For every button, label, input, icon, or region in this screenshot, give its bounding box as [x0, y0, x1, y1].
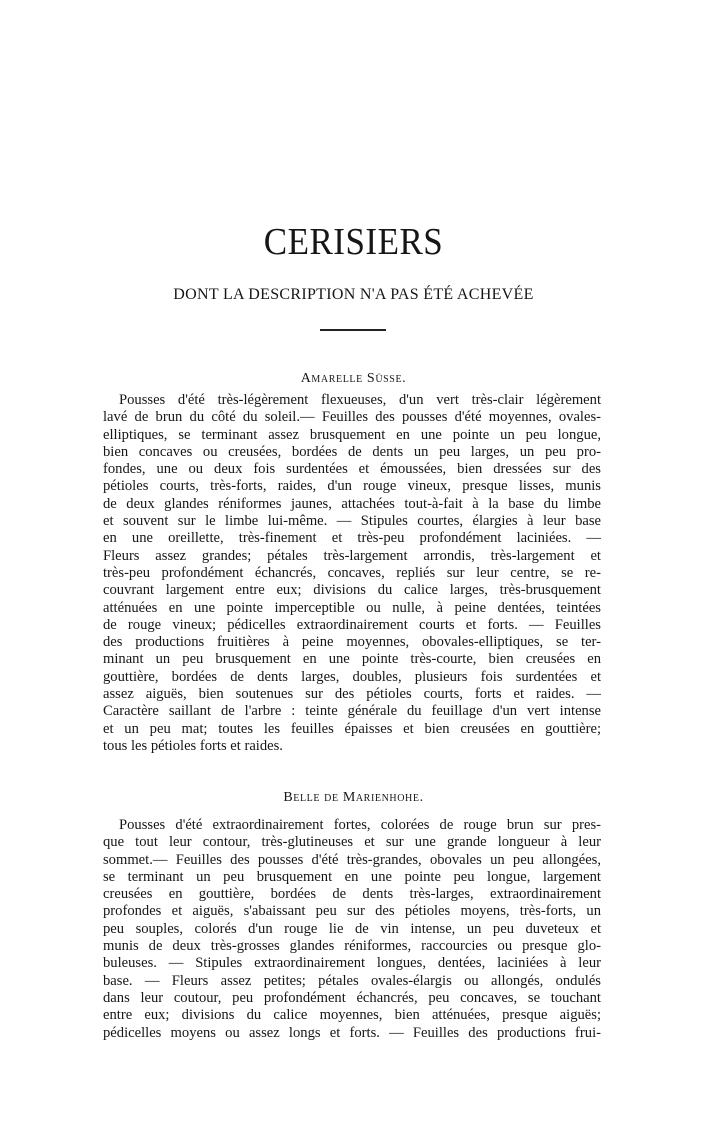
- text-line: dans leur coutour, peu profondément échancrés, peu concaves, se touchant: [103, 989, 601, 1006]
- text-line: assez aiguës, bien soutenues sur des pétioles courts, forts et raides. —: [103, 686, 601, 703]
- text-line: et un peu mat; toutes les feuilles épaisses et bien creusées en gouttière;: [103, 720, 601, 737]
- section-body-amarelle-susse: [103, 392, 601, 755]
- divider-rule: [320, 329, 386, 331]
- text-line: pédicelles moyens ou assez longs et forts. — Feuilles des productions frui-: [103, 1024, 601, 1041]
- text-line: de deux glandes réniformes jaunes, attachées tout-à-fait à la base du limbe: [103, 495, 601, 512]
- text-line: de rouge vineux; pédicelles extraordinairement courts et forts. — Feuilles: [103, 616, 601, 633]
- text-line: que tout leur contour, très-glutineuses et sur une grande longueur à leur: [103, 834, 601, 851]
- text-line: entre eux; divisions du calice moyennes, bien atténuées, presque aiguës;: [103, 1007, 601, 1024]
- text-line: Caractère saillant de l'arbre : teinte générale du feuillage d'un vert intense: [103, 703, 601, 720]
- section-body-belle-de-marienhohe: [103, 817, 601, 1042]
- text-line: fondes, une ou deux fois surdentées et émoussées, bien dressées sur des: [103, 461, 601, 478]
- text-line: profondes et aiguës, s'abaissant peu sur des pétioles moyens, très-forts, un: [103, 903, 601, 920]
- text-line: et souvent sur le limbe lui-même. — Stipules courtes, élargies à leur base: [103, 513, 601, 530]
- page-subtitle: DONT LA DESCRIPTION N'A PAS ÉTÉ ACHEVÉE: [173, 286, 534, 303]
- text-line: Pousses d'été très-légèrement flexueuses, d'un vert très-clair légèrement: [119, 392, 601, 408]
- text-line: lavé de brun du côté du soleil.— Feuilles des pousses d'été moyennes, ovales-: [103, 409, 601, 426]
- text-line: creusées en gouttière, bordées de dents très-larges, extraordinairement: [103, 886, 601, 903]
- text-line: des productions fruitières à peine moyennes, obovales-elliptiques, se ter-: [103, 634, 601, 651]
- text-line: sommet.— Feuilles des pousses d'été très-grandes, obovales un peu allongées,: [103, 851, 601, 868]
- text-line: peu souples, colorés d'un rouge lie de vin intense, un peu duveteux et: [103, 920, 601, 937]
- page-title: CERISIERS: [263, 220, 444, 263]
- section-heading-amarelle-susse: Amarelle Süsse.: [300, 371, 407, 386]
- text-line: elliptiques, se terminant assez brusquement en une pointe un peu longue,: [103, 426, 601, 443]
- text-line: minant un peu brusquement en une pointe très-courte, bien creusées en: [103, 651, 601, 668]
- text-line: base. — Fleurs assez petites; pétales ovales-élargis ou allongés, ondulés: [103, 972, 601, 989]
- section-heading-belle-de-marienhohe: Belle de Marienhohe.: [283, 790, 424, 805]
- text-line: tous les pétioles forts et raides.: [103, 737, 283, 754]
- text-line: couvrant largement entre eux; divisions du calice larges, très-brusquement: [103, 582, 601, 599]
- text-line: gouttière, bordées de dents larges, doubles, plusieurs fois surdentées et: [103, 668, 601, 685]
- text-line: munis de deux très-grosses glandes réniformes, raccourcies ou presque glo-: [103, 938, 601, 955]
- text-line: Fleurs assez grandes; pétales très-largement arrondis, très-largement et: [103, 547, 601, 564]
- text-line: buleuses. — Stipules extraordinairement longues, dentées, laciniées à leur: [103, 955, 601, 972]
- text-line: Pousses d'été extraordinairement fortes, colorées de rouge brun sur pres-: [119, 817, 601, 833]
- text-line: atténuées en une pointe imperceptible ou nulle, à peine dentées, teintées: [103, 599, 601, 616]
- text-line: pétioles courts, très-forts, raides, d'un rouge vineux, presque lisses, munis: [103, 478, 601, 495]
- text-line: très-peu profondément échancrés, concaves, repliés sur leur centre, se re-: [103, 564, 601, 581]
- text-line: se terminant un peu brusquement en une pointe peu longue, largement: [103, 868, 601, 885]
- text-line: bien concaves ou creusées, bordées de dents un peu larges, un peu pro-: [103, 443, 601, 460]
- text-line: en une oreillette, très-finement et très-peu profondément laciniées. —: [103, 530, 601, 547]
